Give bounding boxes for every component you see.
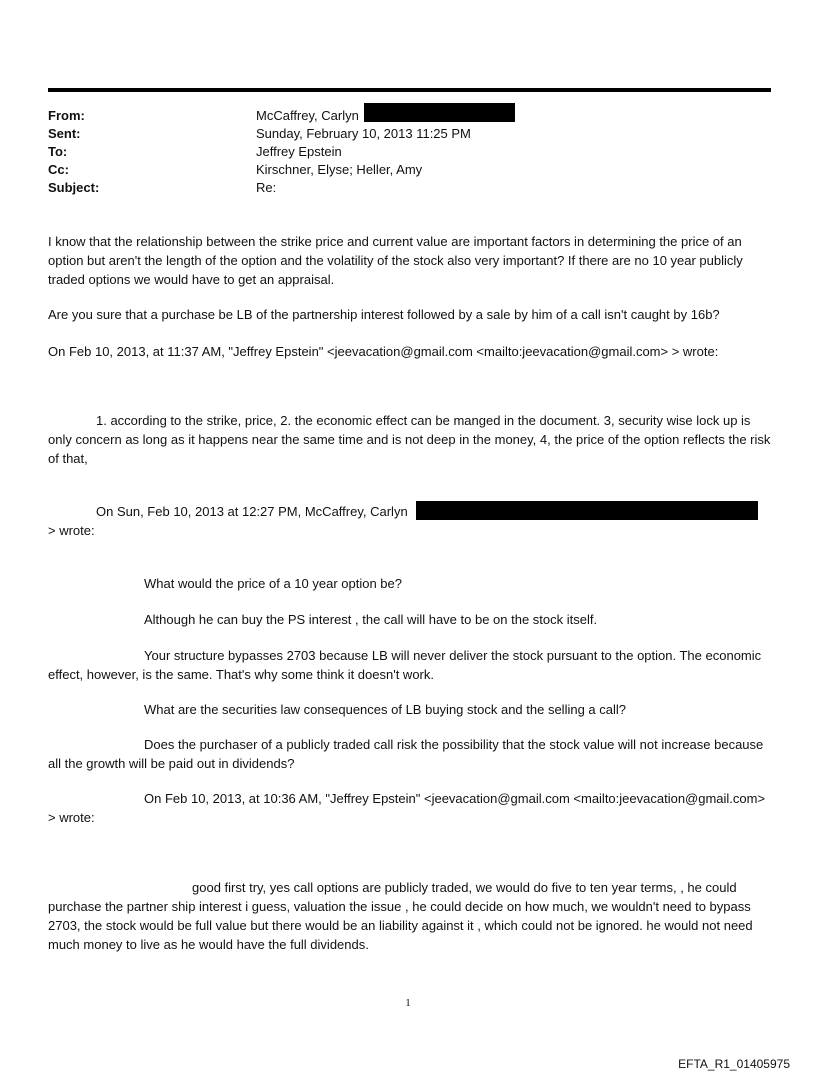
paragraph-1: I know that the relationship between the strike price and current value are important factors in determining the price of an option but aren't the length of the option and the volatility of the stock also very important? If there are no 10 year publicly traded options we would have to get an appraisal. <box>48 234 743 287</box>
redaction-email-from <box>364 103 515 122</box>
paragraph-2: Are you sure that a purchase be LB of the partnership interest followed by a sale by him of a call isn't caught by 16b? <box>48 307 720 322</box>
redaction-email-quoted <box>416 501 758 520</box>
from-row <box>48 107 771 125</box>
sent-row <box>48 125 771 143</box>
from-name: McCaffrey, Carlyn <box>256 108 359 123</box>
paragraph-dividends: Does the purchaser of a publicly traded call risk the possibility that the stock value will not increase because all the growth will be paid out in dividends? <box>48 737 764 771</box>
paragraph-2703: Your structure bypasses 2703 because LB will never deliver the stock pursuant to the option. The economic effect, however, is the same. That's why some think it doesn't work. <box>48 648 762 682</box>
quoted-header-2 <box>48 502 774 540</box>
to-label: To: <box>48 144 68 159</box>
from-label: From: <box>48 108 85 123</box>
to-value: Jeffrey Epstein <box>256 144 342 159</box>
sent-value: Sunday, February 10, 2013 11:25 PM <box>256 126 471 141</box>
page-number: 1 <box>405 997 411 1009</box>
email-header <box>48 107 771 197</box>
quoted-header-2-wrote: > wrote: <box>48 523 95 538</box>
cc-row <box>48 161 771 179</box>
subject-row <box>48 179 771 197</box>
to-row <box>48 143 771 161</box>
cc-label: Cc: <box>48 162 69 177</box>
paragraph-epstein-reply: 1. according to the strike, price, 2. the economic effect can be manged in the document. 3, security wise lock up is only concern as long as it happens near the same time and is not deep in the money, 4, the price of the option reflects the risk of that, <box>48 413 771 466</box>
subject-label: Subject: <box>48 180 100 195</box>
subject-value: Re: <box>256 180 277 195</box>
header-rule <box>48 88 771 92</box>
quoted-header-2-text: On Sun, Feb 10, 2013 at 12:27 PM, McCaffrey, Carlyn <box>96 504 408 519</box>
from-value <box>256 107 359 125</box>
quoted-header-3: On Feb 10, 2013, at 10:36 AM, "Jeffrey Epstein" <jeevacation@gmail.com <mailto:jeevacation@gmail.com> > wrote: <box>48 791 766 825</box>
quoted-header-1: On Feb 10, 2013, at 11:37 AM, "Jeffrey Epstein" <jeevacation@gmail.com <mailto:jeevacation@gmail.com> > wrote: <box>48 344 719 359</box>
sent-label: Sent: <box>48 126 81 141</box>
paragraph-question-price: What would the price of a 10 year option be? <box>144 576 402 591</box>
paragraph-securities-law: What are the securities law consequences of LB buying stock and the selling a call? <box>144 702 626 717</box>
paragraph-ps-interest: Although he can buy the PS interest , the call will have to be on the stock itself. <box>144 612 598 627</box>
bates-number: EFTA_R1_01405975 <box>678 1057 790 1071</box>
cc-value: Kirschner, Elyse; Heller, Amy <box>256 162 423 177</box>
paragraph-good-first-try: good first try, yes call options are publicly traded, we would do five to ten year terms, , he could purchase the partner ship interest i guess, valuation the issue , he could decide on how much, we wouldn't need to bypass 2703, the stock would be full value but there would be an liability against it , which could not be ignored. he would not need much money to live as he would have the full dividends. <box>48 880 753 952</box>
